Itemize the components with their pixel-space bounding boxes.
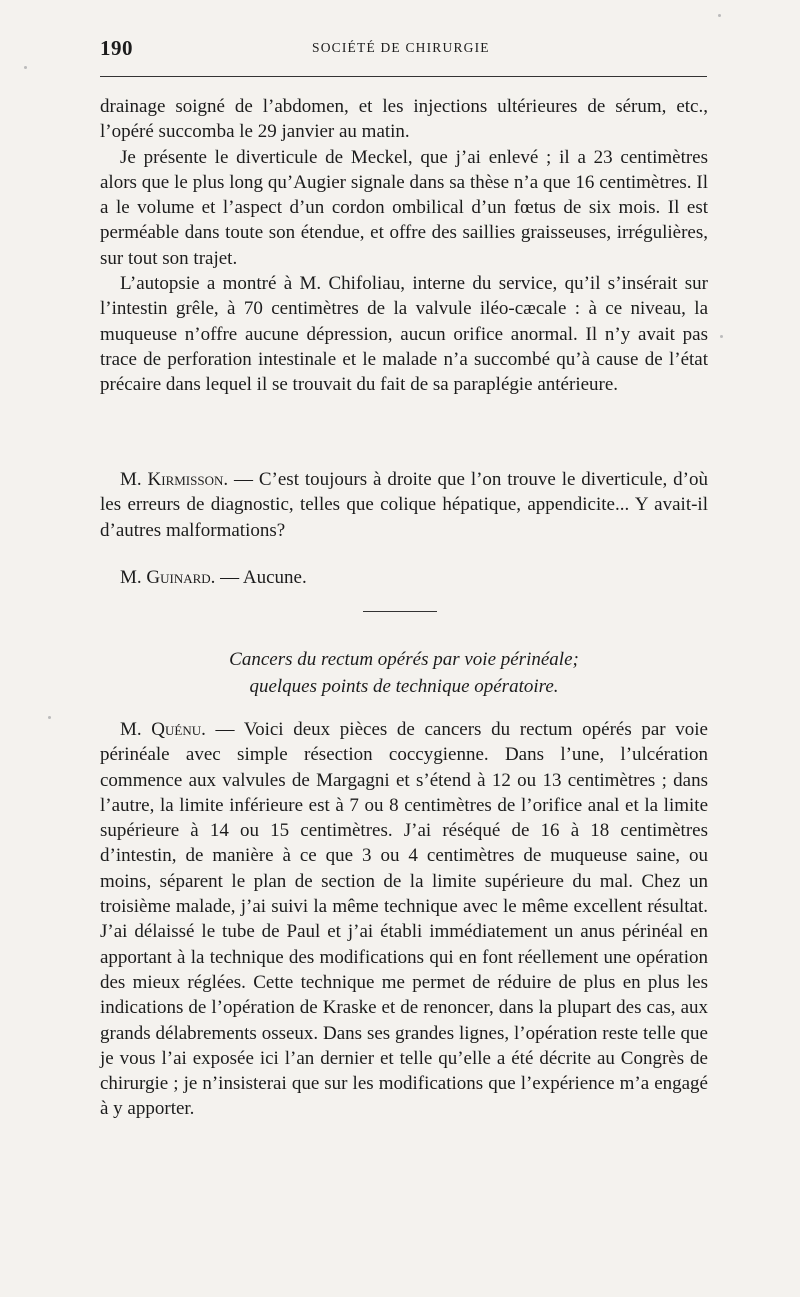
speaker-quenu: M. Quénu. xyxy=(120,719,206,740)
paper-speck xyxy=(24,66,27,69)
text-block-kirmisson xyxy=(100,467,708,543)
page-header xyxy=(100,36,708,60)
paper-speck xyxy=(720,335,723,338)
text-block-quenu xyxy=(100,717,708,1122)
header-rule xyxy=(100,76,707,77)
text-block-guinard xyxy=(100,565,708,590)
section-title-line-2: quelques points de technique opératoire. xyxy=(249,676,559,697)
text-block-continuation xyxy=(100,94,708,398)
paragraph-diverticule: Je présente le diverticule de Meckel, que j’ai enlevé ; il a 23 centimètres alors que le plus long qu’Augier signale dans sa thèse n’a que 16 centimètres. Il a le volume et l’aspect d’un cordon ombilical d’un fœtus de six mois. Il est perméable dans toute son étendue, et offre des saillies graisseuses, irrégulières, sur tout son trajet. xyxy=(100,146,708,269)
guinard-text: — Aucune. xyxy=(215,567,307,588)
kirmisson-text: — C’est toujours à droite que l’on trouve le diverticule, d’où les erreurs de diagnostic, telles que colique hépatique, appendicite... Y avait-il d’autres malformations? xyxy=(100,469,708,541)
paragraph-autopsie: L’autopsie a montré à M. Chifoliau, interne du service, qu’il s’insérait sur l’intestin grêle, à 70 centimètres de la valvule iléo-cæcale : à ce niveau, la muqueuse n’offre aucune dépression, aucun orifice anormal. Il n’y avait pas trace de perforation intestinale et le malade n’a succombé qu’à cause de l’état précaire dans lequel il se trouvait du fait de sa paraplégie antérieure. xyxy=(100,273,708,396)
quenu-text: — Voici deux pièces de cancers du rectum opérés par voie périnéale avec simple résection coccygienne. Dans l’une, l’ulcération commence aux valvules de Margagni et s’étend à 12 ou 13 centimètres ; dans l’autre, la limite inférieure est à 7 ou 8 centimètres de l’orifice anal et la limite supérieure à 14 ou 15 centimètres. J’ai réséqué de 16 à 18 centimètres d’intestin, de manière à ce que 3 ou 4 centimètres de muqueuse saine, ou moins, séparent le plan de section de la limite supérieure du mal. Chez un troisième malade, j’ai suivi la même technique avec le même excellent résultat. J’ai délaissé le tube de Paul et j’ai établi immédiatement un anus périnéal en apportant à la technique des modifications qui en font réellement une opération des mieux réglées. Cette technique me permet de réduire de plus en plus les indications de l’opération de Kraske et de renoncer, dans la plupart des cas, aux grands délabrements osseux. Dans ses grandes lignes, l’opération reste telle que je vous l’ai exposée ici l’an dernier et telle qu’elle a été décrite au Congrès de chirurgie ; je n’insisterai que sur les modifications que l’expérience m’a engagé à y apporter. xyxy=(100,719,708,1120)
running-title: SOCIÉTÉ DE CHIRURGIE xyxy=(312,40,490,55)
speaker-guinard: M. Guinard. xyxy=(120,567,216,588)
paragraph-continuation: drainage soigné de l’abdomen, et les injections ultérieures de sérum, etc., l’opéré succomba le 29 janvier au matin. xyxy=(100,96,708,143)
section-title-line-1: Cancers du rectum opérés par voie périnéale; xyxy=(229,649,579,670)
section-divider xyxy=(363,611,437,612)
page-number: 190 xyxy=(100,36,133,60)
paragraph-kirmisson xyxy=(100,467,708,543)
paragraph-quenu xyxy=(100,717,708,1122)
paper-speck xyxy=(718,14,721,17)
paper-speck xyxy=(48,716,51,719)
paragraph-guinard xyxy=(100,565,708,590)
speaker-kirmisson: M. Kirmisson. xyxy=(120,469,229,490)
section-title xyxy=(100,646,708,700)
